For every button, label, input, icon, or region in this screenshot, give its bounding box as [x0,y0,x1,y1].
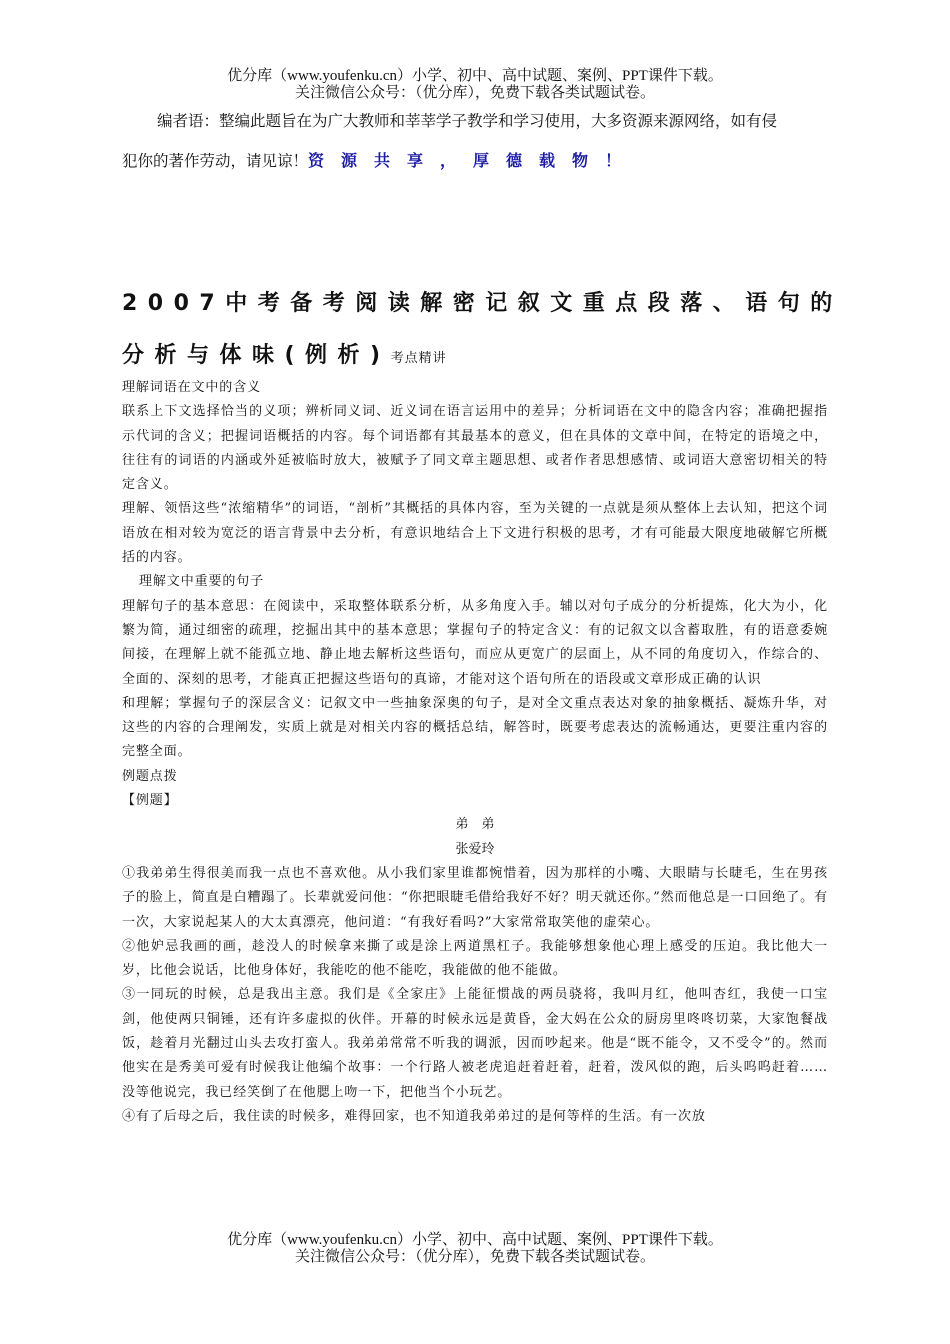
article-title-line-2 [122,338,447,369]
section-heading-sentences: 理解文中重要的句子 [139,574,265,590]
story-title: 弟 弟 [455,817,495,833]
editor-note-text: 犯你的著作劳动，请见谅！ [122,152,309,170]
footer-line-2: 关注微信公众号：（优分库），免费下载各类试题试卷。 [294,1249,655,1265]
section-heading-words: 理解词语在文中的含义 [122,380,262,395]
article-title-line-1: 2007中考备考阅读解密记叙文重点段落、语句的 [122,291,843,316]
motto: 资源共享，厚德载物！ [308,151,639,170]
story-paragraph-3: ③一同玩的时候，总是我出主意。我们是《全家庄》上能征惯战的两员骁将，我叫月红，他叫杏红，我使一口宝剑，他使两只铜锤，还有许多虚拟的伙伴。开幕的时候永远是黄昏，金大妈在公众的厨房里咚咚切菜，大家饱餐战饭，趁着月光翻过山头去攻打蛮人。我弟弟常常不听我的调派，因而吵起来。他是“既不能令，又不受令”的。然而他实在是秀美可爱有时候我让他编个故事：一个行路人被老虎追赶着赶着，赶着，泼风似的跑，后头呜呜赶着……没等他说完，我已经笑倒了在他腮上吻一下，把他当个小玩艺。 [122,987,828,1100]
paragraph: 理解句子的基本意思：在阅读中，采取整体联系分析，从多角度入手。辅以对句子成分的分析提炼，化大为小，化繁为简，通过细密的疏理，挖掘出其中的基本意思；掌握句子的特定含义：有的记叙文以含蓄取胜，有的语意委婉间接，在理解上就不能孤立地、静止地去解析这些语句，而应从更宽广的层面上，从不同的角度切入，作综合的、全面的、深刻的思考，才能真正把握这些语句的真谛，才能对这个语句所在的语段或文章形成正确的认识 [122,598,828,687]
paragraph: 联系上下文选择恰当的义项；辨析同义词、近义词在语言运用中的差异；分析词语在文中的隐含内容；准确把握指示代词的含义；把握词语概括的内容。每个词语都有其最基本的意义，但在具体的文章中间，在特定的语境之中，往往有的词语的内涵或外延被临时放大，被赋予了同文章主题思想、或者作者思想感情、或词语大意密切相关的特定含义。 [122,404,828,493]
page-footer [0,1232,950,1266]
example-label: 【例题】 [122,793,178,809]
footer-line-1: 优分库（www.youfenku.cn）小学、初中、高中试题、案例、PPT课件下载。 [227,1232,723,1248]
article-title-text: 分析与体味(例析) [122,343,391,368]
example-heading: 例题点拨 [122,768,178,784]
story-paragraph-1: ①我弟弟生得很美而我一点也不喜欢他。从小我们家里谁都惋惜着，因为那样的小嘴、大眼睛与长睫毛，生在男孩子的脸上，简直是白糟蹋了。长辈就爱问他：“你把眼睫毛借给我好不好？明天就还你。”然而他总是一口回绝了。有一次，大家说起某人的大太真漂亮，他问道：“有我好看吗?”大家常常取笑他的虚荣心。 [122,865,828,930]
header-line-2: 关注微信公众号：（优分库），免费下载各类试题试卷。 [294,85,655,101]
paragraph: 理解、领悟这些“浓缩精华”的词语，“剖析”其概括的具体内容，至为关键的一点就是须从整体上去认知，把这个词语放在相对较为宽泛的语言背景中去分析，有意识地结合上下文进行积极的思考，才有可能最大限度地破解它所概括的内容。 [122,501,828,566]
page-header [0,68,950,102]
paragraph: 和理解；掌握句子的深层含义：记叙文中一些抽象深奥的句子，是对全文重点表达对象的抽象概括、凝炼升华，对这些的内容的合理阐发，实质上就是对相关内容的概括总结，解答时，既要考虑表达的流畅通达，更要注重内容的完整全面。 [122,695,828,760]
article-title-suffix: 考点精讲 [390,351,447,366]
story-paragraph-2: ②他妒忌我画的画，趁没人的时候拿来撕了或是涂上两道黑杠子。我能够想象他心理上感受的压迫。我比他大一岁，比他会说话，比他身体好，我能吃的他不能吃，我能做的他不能做。 [122,938,828,979]
editor-note-line-2 [122,148,832,171]
story-paragraph-4: ④有了后母之后，我住读的时候多，难得回家，也不知道我弟弟过的是何等样的生活。有一次放 [122,1108,706,1124]
editor-note-line-1: 编者语：整编此题旨在为广大教师和莘莘学子教学和学习使用，大多资源来源网络，如有侵 [157,112,778,130]
header-line-1: 优分库（www.youfenku.cn）小学、初中、高中试题、案例、PPT课件下载。 [227,68,723,84]
story-author: 张爱玲 [455,841,495,857]
article-body [122,376,828,1129]
